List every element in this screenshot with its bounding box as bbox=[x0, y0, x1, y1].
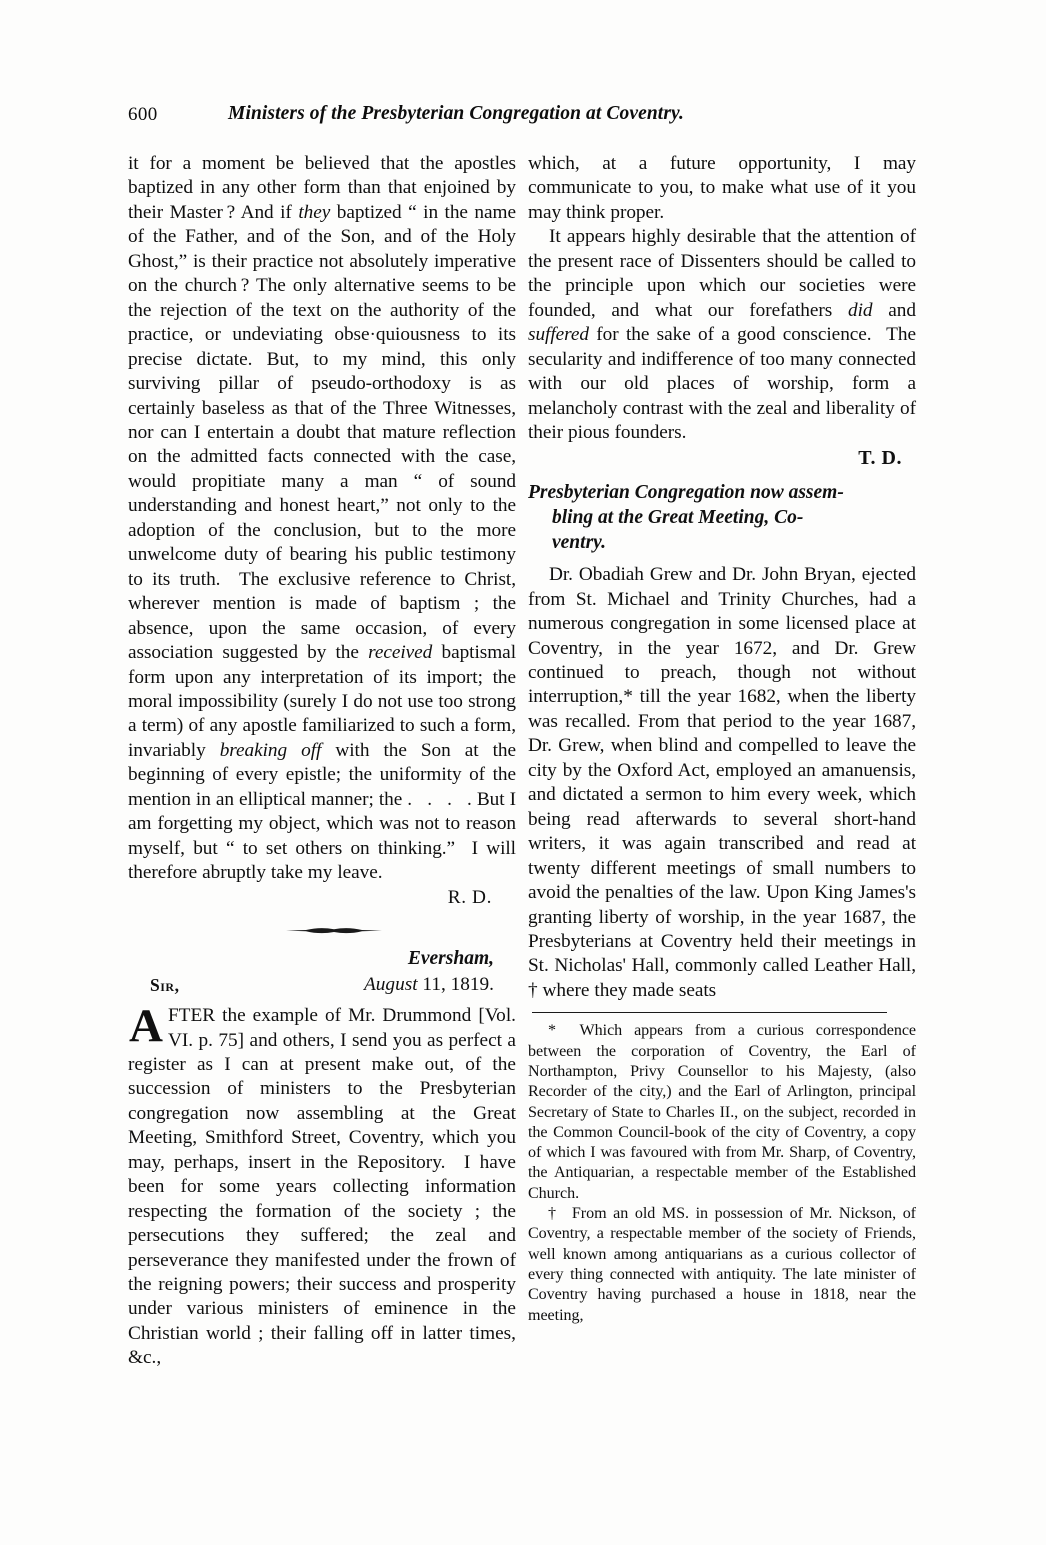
paragraph bbox=[528, 563, 916, 1003]
footnote-asterisk bbox=[528, 1021, 916, 1204]
signature-rd: R. D. bbox=[447, 886, 492, 908]
right-article-body bbox=[528, 563, 916, 1003]
paragraph bbox=[128, 152, 516, 886]
signature-td: T. D. bbox=[858, 447, 902, 470]
footnote-separator bbox=[532, 1012, 887, 1013]
running-title: Ministers of the Presbyterian Congregation at Coventry. bbox=[228, 103, 685, 124]
leaf-rule-icon bbox=[286, 926, 382, 935]
footnote-mark-asterisk: * bbox=[548, 1022, 556, 1040]
running-head bbox=[128, 104, 918, 134]
right-para-1: which, at a future opportunity, I may communicate to you, to make what use of it you may think proper. bbox=[528, 153, 916, 223]
footnote-asterisk-text: Which appears from a curious correspondence between the corporation of Coventry, the Earl of Northampton, Privy Counsellor to his Majesty, (also Recorder of the city,) and the Earl of Arlington, principal Secretary of State to Charles II., on the subject, recorded in the Common Council-book of the city of Coventry, a copy of which I was favoured with from Mr. Sharp, of Coventry, the Antiquarian, a respectable member of the Established Church. bbox=[528, 1022, 917, 1202]
letter-date-month: August bbox=[364, 974, 418, 996]
footnote-dagger bbox=[528, 1204, 916, 1326]
right-article-continued bbox=[528, 152, 916, 445]
section-heading-line-3: ventry. bbox=[552, 531, 606, 553]
letter-dateline bbox=[128, 948, 516, 1004]
letter-place: Eversham, bbox=[407, 948, 494, 970]
left-column bbox=[128, 152, 516, 1371]
footnote-dagger-text: From an old MS. in possession of Mr. Nickson, of Coventry, a respectable member of the society of Friends, well known among antiquarians as a curious collector of every thing connected with antiquity. The late minister of Coventry having purchased a house in 1818, near the meeting, bbox=[528, 1205, 916, 1324]
letter-date-rest: 11, 1819. bbox=[422, 974, 494, 996]
letter-date bbox=[364, 974, 494, 996]
page-number: 600 bbox=[128, 104, 158, 125]
footnotes bbox=[528, 1021, 916, 1325]
left-article-continued bbox=[128, 152, 516, 886]
section-heading-line-2: bling at the Great Meeting, Co- bbox=[552, 507, 804, 529]
letter-salutation: Sir, bbox=[150, 975, 180, 996]
paragraph bbox=[528, 152, 916, 225]
right-column bbox=[528, 152, 916, 1326]
footnote-mark-dagger: † bbox=[548, 1205, 559, 1223]
drop-cap-letter: A bbox=[129, 1000, 163, 1053]
right-article-body-text: Dr. Obadiah Grew and Dr. John Bryan, ejected from St. Michael and Trinity Churches, had a numerous congregation in some licensed place at Coventry, in the year 1672, and Dr. Grew continued to preach, though not without interruption,* till the year 1682, when the liberty was recalled. From that period to the year 1687, Dr. Grew, when blind and compelled to leave the city by the Oxford Act, employed an amanuensis, and dictated a sermon to him every week, which being read afterwards to several short-hand writers, it was again transcribed and read at twenty different meetings of small numbers to avoid the penalties of the law. Upon King James's granting liberty of worship, in the year 1687, the Presbyterians at Coventry held their meetings in St. Nicholas' Hall, commonly called Leather Hall, † where they made seats bbox=[528, 564, 916, 1001]
section-heading bbox=[528, 481, 916, 555]
ornamental-rule-wrap bbox=[128, 910, 516, 948]
letter-opening-paragraph bbox=[128, 1000, 516, 1371]
letter-opening-text: FTER the example of Mr. Drummond [Vol. VI. p. 75] and others, I send you as perfect a register as I can at present make out, of the succession of ministers to the Presbyterian congregation now assembling at the Great Meeting, Smithford Street, Coventry, which you may, perhaps, insert in the Repository. I have been for some years collecting information respecting the formation of the society ; the persecutions they suffered; the zeal and perseverance they manifested under the frown of the reigning powers; their success and prosperity under various ministers of eminence in the Christian world ; their falling off in latter times, &c., bbox=[128, 1005, 516, 1369]
paragraph bbox=[528, 225, 916, 445]
left-article-text: it for a moment be believed that the apostles baptized in any other form than that enjoined by their Master ? And if they baptized “ in the name of the Father, and of the Son, and of the Holy Ghost,” is their practice not absolutely imperative on the church ? The only alternative seems to be the rejection of the text on the authority of the practice, or undeviating obse·quiousness to its precise dictate. But, to my mind, this only surviving pillar of pseudo-orthodoxy is as certainly baseless as that of the Three Witnesses, nor can I entertain a doubt that mature reflection on the admitted facts connected with the case, would propitiate many a man “ of sound understanding and honest heart,” not only to the adoption of the conclusion, but to the more unwelcome duty of bearing his public testimony to its truth. The exclusive reference to Christ, wherever mention is made of baptism ; the absence, upon the same occasion, of every association suggested by the received baptismal form upon any interpretation of its import; the moral impossibility (surely I do not use too strong a term) of any apostle familiarized to such a form, invariably breaking off with the Son at the beginning of every epistle; the uniformity of the mention in an elliptical manner; the . . . . But I am forgetting my object, which was not to reason myself, but “ to set others on thinking.” I will therefore abruptly take my leave. bbox=[128, 153, 516, 884]
right-para-2: It appears highly desirable that the attention of the present race of Dissenters should be called to the principle upon which our societies were founded, and what our forefathers did and suffered for the sake of a good conscience. The secularity and indifference of too many connected with our old places of worship, form a melancholy contrast with the zeal and liberality of their pious founders. bbox=[528, 226, 916, 443]
section-heading-line-1: Presbyterian Congregation now assem- bbox=[528, 482, 844, 504]
